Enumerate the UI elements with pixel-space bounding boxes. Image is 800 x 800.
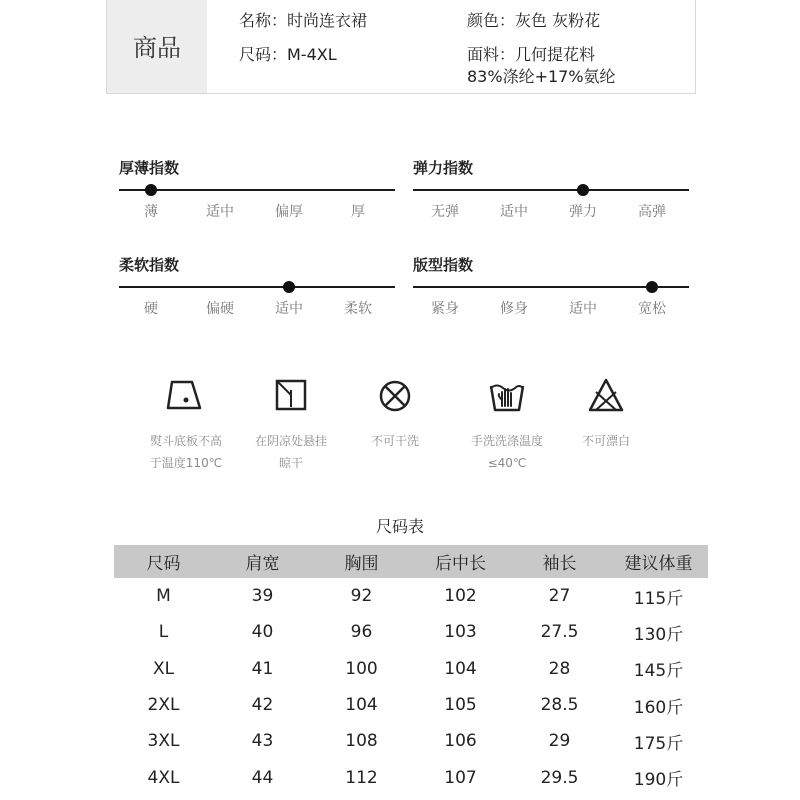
- index-marker: [145, 184, 157, 196]
- table-cell: 100: [345, 658, 378, 679]
- care-item-hand-wash: [452, 376, 562, 474]
- index-title: 厚薄指数: [119, 159, 180, 177]
- table-cell: 40: [251, 622, 274, 643]
- product-color: 颜色：灰色 灰粉花: [467, 11, 601, 30]
- index-label: 无弹: [431, 204, 459, 220]
- size-table-body: [114, 578, 708, 796]
- index-labels: [119, 298, 395, 318]
- table-cell: 41: [251, 658, 274, 679]
- index-track: [119, 286, 395, 288]
- table-cell: 160斤: [633, 697, 684, 718]
- table-cell: 39: [251, 586, 274, 607]
- table-cell: 27.5: [540, 622, 579, 643]
- index-label: 宽松: [638, 301, 666, 317]
- table-cell: 115斤: [633, 588, 684, 609]
- care-no-dry-clean-line1: 不可干洗: [370, 434, 419, 448]
- size-table-header-cell: 尺码: [114, 545, 213, 578]
- table-cell: 130斤: [633, 624, 684, 645]
- care-shade-dry-line1: 在阴凉处悬挂: [254, 434, 327, 448]
- index-label: 紧身: [431, 301, 459, 317]
- index-marker: [646, 281, 658, 293]
- size-table-header-row: [114, 545, 708, 578]
- index-track: [119, 189, 395, 191]
- size-table: [114, 545, 708, 796]
- index-track: [413, 189, 689, 191]
- iron-icon: [162, 376, 210, 416]
- index-label: 薄: [144, 204, 158, 220]
- table-cell: 44: [251, 767, 274, 788]
- no-bleach-icon: [582, 376, 630, 416]
- index-label: 厚: [351, 204, 365, 220]
- product-fabric-line1: 面料：几何提花料: [467, 45, 596, 64]
- index-labels: [119, 201, 395, 221]
- table-cell: 102: [444, 586, 477, 607]
- table-cell: 104: [444, 658, 477, 679]
- care-item-no-dry-clean: [340, 376, 450, 452]
- care-shade-dry-line2: 晾干: [278, 456, 303, 470]
- table-cell: 104: [345, 695, 378, 716]
- table-cell: 107: [444, 767, 477, 788]
- table-cell: 42: [251, 695, 274, 716]
- table-cell: 190斤: [633, 770, 684, 791]
- hand-wash-icon: [483, 376, 531, 416]
- index-label: 高弹: [638, 204, 666, 220]
- table-cell: 43: [251, 731, 274, 752]
- product-size: 尺码：M-4XL: [239, 45, 337, 64]
- table-cell: 2XL: [147, 695, 180, 716]
- size-table-header-cell: 袖长: [510, 545, 609, 578]
- care-no-bleach-line1: 不可漂白: [581, 434, 630, 448]
- size-table-title: 尺码表: [375, 517, 424, 536]
- product-name: 名称：时尚连衣裙: [239, 11, 368, 30]
- table-row: [114, 759, 708, 795]
- table-cell: XL: [152, 658, 175, 679]
- index-labels: [413, 201, 689, 221]
- size-table-header-cell: 肩宽: [213, 545, 312, 578]
- no-dry-clean-icon: [371, 376, 419, 416]
- table-cell: 4XL: [147, 767, 180, 788]
- table-cell: 92: [350, 586, 373, 607]
- table-row: [114, 687, 708, 723]
- table-cell: 145斤: [633, 661, 684, 682]
- table-row: [114, 578, 708, 614]
- index-title: 弹力指数: [413, 159, 474, 177]
- table-cell: 29.5: [540, 767, 579, 788]
- index-marker: [577, 184, 589, 196]
- index-label: 弹力: [569, 204, 597, 220]
- table-cell: 28: [548, 658, 571, 679]
- index-label: 适中: [275, 301, 303, 317]
- table-cell: 103: [444, 622, 477, 643]
- index-labels: [413, 298, 689, 318]
- product-label: 商品: [107, 0, 207, 93]
- care-item-iron: [131, 376, 241, 474]
- shade-dry-icon: [267, 376, 315, 416]
- product-info-box: [106, 0, 696, 94]
- index-label: 偏硬: [206, 301, 234, 317]
- index-label: 修身: [500, 301, 528, 317]
- care-iron-line1: 熨斗底板不高: [149, 434, 222, 448]
- table-cell: 175斤: [633, 733, 684, 754]
- care-hand-wash-line1: 手洗洗涤温度: [470, 434, 543, 448]
- size-table-header-cell: 胸围: [312, 545, 411, 578]
- table-row: [114, 723, 708, 759]
- size-table-header-cell: 建议体重: [609, 545, 708, 578]
- table-cell: M: [156, 586, 171, 607]
- size-table-header-cell: 后中长: [411, 545, 510, 578]
- index-label: 柔软: [344, 301, 372, 317]
- index-title: 版型指数: [413, 256, 474, 274]
- table-cell: 112: [345, 767, 378, 788]
- index-label: 适中: [500, 204, 528, 220]
- table-row: [114, 614, 708, 650]
- table-cell: L: [158, 622, 169, 643]
- table-cell: 28.5: [540, 695, 579, 716]
- product-fabric-line2: 83%涤纶+17%氨纶: [467, 67, 616, 86]
- index-label: 适中: [206, 204, 234, 220]
- table-row: [114, 651, 708, 687]
- index-label: 硬: [144, 301, 158, 317]
- table-cell: 27: [548, 586, 571, 607]
- table-cell: 106: [444, 731, 477, 752]
- table-cell: 105: [444, 695, 477, 716]
- care-item-no-bleach: [551, 376, 661, 452]
- table-cell: 3XL: [147, 731, 180, 752]
- index-marker: [283, 281, 295, 293]
- care-hand-wash-line2: ≤40℃: [487, 456, 527, 470]
- index-label: 适中: [569, 301, 597, 317]
- table-cell: 108: [345, 731, 378, 752]
- index-title: 柔软指数: [119, 256, 180, 274]
- index-label: 偏厚: [275, 204, 303, 220]
- care-item-shade-dry: [236, 376, 346, 474]
- table-cell: 96: [350, 622, 373, 643]
- table-cell: 29: [548, 731, 571, 752]
- product-fabric: [467, 44, 616, 88]
- care-iron-line2: 于温度110℃: [149, 456, 223, 470]
